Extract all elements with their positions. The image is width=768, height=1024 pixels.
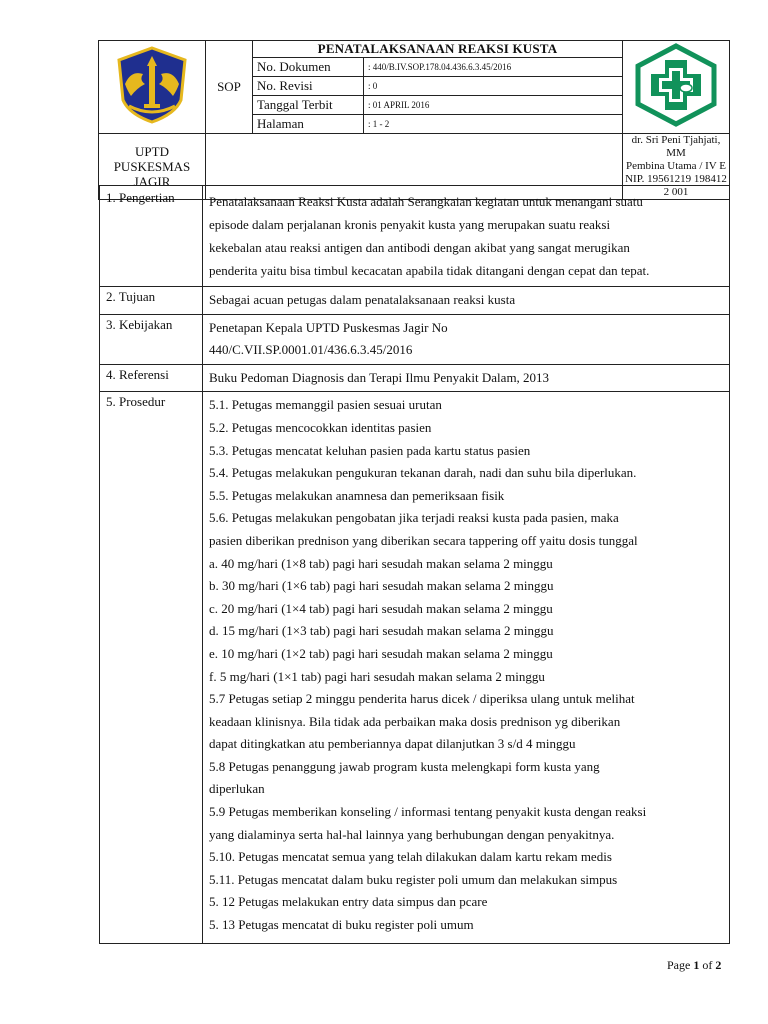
city-logo-cell [99, 41, 206, 134]
body-line: 440/C.VII.SP.0001.01/436.6.3.45/2016 [209, 342, 413, 358]
procedure-step: 5.4. Petugas melakukan pengukuran tekanan darah, nadi dan suhu bila diperlukan. [209, 465, 637, 481]
footer-prefix: Page [667, 958, 694, 972]
section-body [203, 364, 730, 392]
sop-header-table [98, 40, 730, 200]
section-label: 1. Pengertian [100, 186, 203, 287]
document-title: PENATALAKSANAAN REAKSI KUSTA [253, 41, 623, 58]
sop-label: SOP [217, 79, 241, 94]
procedure-step: e. 10 mg/hari (1×2 tab) pagi hari sesudah makan selama 2 minggu [209, 645, 553, 661]
org-line: JAGIR [133, 174, 171, 189]
meta-value-rev: : 0 [364, 77, 623, 96]
page-footer [667, 958, 721, 973]
footer-middle: of [699, 958, 716, 972]
meta-value-page: : 1 - 2 [364, 115, 623, 134]
section-body [203, 186, 730, 287]
procedure-step: b. 30 mg/hari (1×6 tab) pagi hari sesudah makan selama 2 minggu [209, 578, 554, 594]
procedure-step: yang dialaminya serta hal-hal lainnya yang berhubungan dengan penyakitnya. [209, 826, 615, 842]
surabaya-emblem-icon [111, 44, 193, 126]
signatory-nip: NIP. 19561219 198412 2 001 [625, 173, 727, 198]
sop-content-table [99, 185, 730, 944]
procedure-step: 5.1. Petugas memanggil pasien sesuai urutan [209, 397, 442, 413]
section-row [100, 287, 730, 315]
puskesmas-logo-icon [631, 42, 721, 128]
body-line: Penetapan Kepala UPTD Puskesmas Jagir No [209, 319, 448, 335]
signatory-rank: Pembina Utama / IV E [626, 160, 726, 172]
procedure-step: 5.9 Petugas memberikan konseling / informasi tentang penyakit kusta dengan reaksi [209, 804, 647, 820]
procedure-step: 5.11. Petugas mencatat dalam buku register poli umum dan melakukan simpus [209, 871, 618, 887]
section-label: 3. Kebijakan [100, 314, 203, 364]
puskesmas-logo-cell [623, 41, 730, 134]
procedure-step: a. 40 mg/hari (1×8 tab) pagi hari sesudah makan selama 2 minggu [209, 555, 553, 571]
procedure-row [100, 392, 730, 943]
procedure-step: d. 15 mg/hari (1×3 tab) pagi hari sesudah makan selama 2 minggu [209, 623, 554, 639]
section-body [203, 287, 730, 315]
section-label: 2. Tujuan [100, 287, 203, 315]
signatory-name: dr. Sri Peni Tjahjati, MM [631, 134, 721, 159]
section-row [100, 186, 730, 287]
procedure-step: 5.10. Petugas mencatat semua yang telah dilakukan dalam kartu rekam medis [209, 849, 612, 865]
procedure-step: c. 20 mg/hari (1×4 tab) pagi hari sesudah makan selama 2 minggu [209, 600, 553, 616]
meta-value-date: : 01 APRIL 2016 [364, 96, 623, 115]
section-body [203, 314, 730, 364]
body-line: Buku Pedoman Diagnosis dan Terapi Ilmu Penyakit Dalam, 2013 [209, 369, 550, 385]
org-line: UPTD [135, 144, 169, 159]
procedure-step: 5.5. Petugas melakukan anamnesa dan pemeriksaan fisik [209, 487, 505, 503]
procedure-step: 5. 13 Petugas mencatat di buku register poli umum [209, 917, 474, 933]
body-line: Sebagai acuan petugas dalam penatalaksanaan reaksi kusta [209, 292, 516, 307]
section-label: 4. Referensi [100, 364, 203, 392]
procedure-step: diperlukan [209, 781, 265, 797]
procedure-step: 5.6. Petugas melakukan pengobatan jika terjadi reaksi kusta pada pasien, maka [209, 510, 619, 526]
section-row [100, 364, 730, 392]
procedure-step: keadaan klinisnya. Bila tidak ada perbaikan maka dosis prednison yg diberikan [209, 713, 621, 729]
meta-label-rev: No. Revisi [253, 77, 364, 96]
procedure-step: 5.3. Petugas mencatat keluhan pasien pada kartu status pasien [209, 442, 531, 458]
footer-total-pages: 2 [715, 958, 722, 972]
section-row [100, 314, 730, 364]
procedure-step: dapat ditingkatkan atu pemberiannya dapat dilanjutkan 3 s/d 4 minggu [209, 736, 576, 752]
procedure-step: pasien diberikan prednison yang diberikan secara tappering off yaitu dosis tunggal [209, 532, 638, 548]
body-line: kekebalan atau reaksi antigen dan antibodi dengan akibat yang sangat merugikan [209, 240, 630, 255]
meta-label-doc: No. Dokumen [253, 58, 364, 77]
body-line: penderita yaitu bisa timbul kecacatan apabila tidak ditangani dengan cepat dan tepat. [209, 263, 650, 278]
footer-current-page: 1 [693, 958, 700, 972]
body-line: Penatalaksanaan Reaksi Kusta adalah Serangkaian kegiatan untuk menangani suatu [209, 194, 643, 209]
procedure-step: 5.7 Petugas setiap 2 minggu penderita harus dicek / diperiksa ulang untuk melihat [209, 691, 635, 707]
org-line: PUSKESMAS [113, 159, 191, 174]
procedure-label: 5. Prosedur [100, 392, 203, 943]
body-line: episode dalam perjalanan kronis penyakit kusta yang merupakan suatu reaksi [209, 217, 611, 232]
meta-label-date: Tanggal Terbit [253, 96, 364, 115]
procedure-body [203, 392, 730, 943]
procedure-step: 5.2. Petugas mencocokkan identitas pasien [209, 419, 432, 435]
procedure-step: 5.8 Petugas penanggung jawab program kusta melengkapi form kusta yang [209, 758, 600, 774]
meta-value-doc: : 440/B.IV.SOP.178.04.436.6.3.45/2016 [364, 58, 623, 77]
procedure-step: f. 5 mg/hari (1×1 tab) pagi hari sesudah makan selama 2 minggu [209, 668, 545, 684]
sop-label-cell [206, 41, 253, 134]
meta-label-page: Halaman [253, 115, 364, 134]
procedure-step: 5. 12 Petugas melakukan entry data simpus dan pcare [209, 894, 488, 910]
